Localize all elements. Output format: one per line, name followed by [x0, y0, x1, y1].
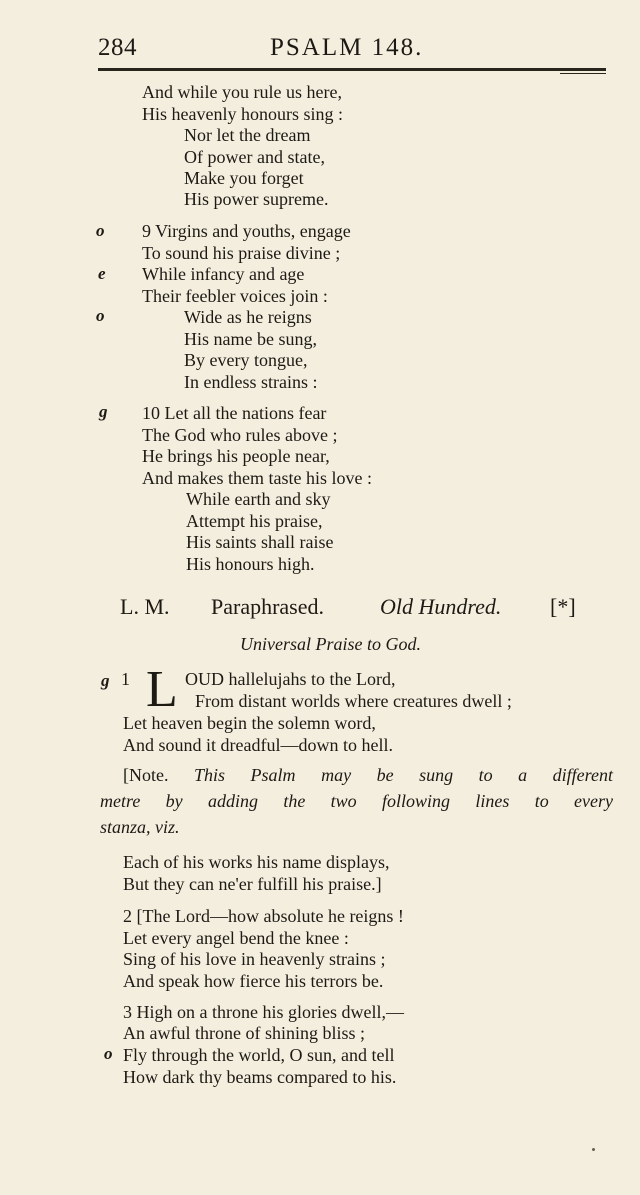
verse-line: Wide as he reigns: [184, 307, 312, 327]
note-line: [100, 816, 590, 838]
verse-line: 2 [The Lord—how absolute he reigns !: [123, 906, 404, 926]
note-line: [100, 790, 613, 812]
note-text: stanza, viz.: [100, 817, 180, 837]
note-line: [123, 764, 613, 786]
verse-line: From distant worlds where creatures dwell ;: [195, 691, 512, 711]
dynamic-mark: g: [99, 402, 108, 421]
verse-line: Sing of his love in heavenly strains ;: [123, 949, 386, 969]
meter-label: L. M.: [120, 594, 170, 619]
stanza-number: 1: [121, 669, 130, 689]
note-label: [Note.: [123, 765, 169, 785]
dynamic-mark: g: [101, 671, 110, 690]
header-rule: [98, 68, 606, 71]
verse-line: How dark thy beams compared to his.: [123, 1067, 397, 1087]
verse-line: In endless strains :: [184, 372, 318, 392]
tune-name: Old Hundred.: [380, 594, 502, 619]
header-rule-thin: [560, 73, 606, 74]
verse-line: His saints shall raise: [186, 532, 334, 552]
dynamic-mark: o: [96, 306, 105, 325]
verse-line: Their feebler voices join :: [142, 286, 328, 306]
verse-line: Attempt his praise,: [186, 511, 323, 531]
note-text: metre by adding the two following lines to every: [100, 791, 613, 811]
verse-line: His name be sung,: [184, 329, 317, 349]
running-title: PSALM 148.: [270, 34, 424, 61]
paraphrase-label: Paraphrased.: [211, 594, 325, 619]
verse-line: 3 High on a throne his glories dwell,—: [123, 1002, 404, 1022]
page-header: [98, 34, 608, 66]
verse-line: While earth and sky: [186, 489, 331, 509]
verse-line: He brings his people near,: [142, 446, 330, 466]
verse-line: His honours high.: [186, 554, 315, 574]
verse-line: And while you rule us here,: [142, 82, 342, 102]
verse-line: And sound it dreadful—down to hell.: [123, 735, 393, 755]
dynamic-mark: o: [104, 1044, 113, 1063]
verse-line: Let every angel bend the knee :: [123, 928, 349, 948]
verse-line: While infancy and age: [142, 264, 305, 284]
verse-line: Fly through the world, O sun, and tell: [123, 1045, 395, 1065]
verse-line: Of power and state,: [184, 147, 325, 167]
dynamic-mark: e: [98, 264, 106, 283]
note-text: This Psalm may be sung to a different: [194, 765, 613, 785]
hymn-subtitle: Universal Praise to God.: [240, 634, 421, 654]
verse-line: Make you forget: [184, 168, 304, 188]
verse-line: 10 Let all the nations fear: [142, 403, 327, 423]
verse-line: His heavenly honours sing :: [142, 104, 343, 124]
verse-line: Let heaven begin the solemn word,: [123, 713, 376, 733]
page-number: 284: [98, 34, 137, 61]
verse-line: To sound his praise divine ;: [142, 243, 341, 263]
drop-cap: L: [146, 661, 178, 718]
verse-line: The God who rules above ;: [142, 425, 338, 445]
star-reference: [*]: [550, 594, 576, 619]
verse-line: By every tongue,: [184, 350, 308, 370]
verse-line: And speak how fierce his terrors be.: [123, 971, 384, 991]
dynamic-mark: o: [96, 221, 105, 240]
verse-line: Nor let the dream: [184, 125, 311, 145]
verse-line: OUD hallelujahs to the Lord,: [185, 669, 396, 689]
verse-line: His power supreme.: [184, 189, 329, 209]
verse-line: But they can ne'er fulfill his praise.]: [123, 874, 382, 894]
verse-line: Each of his works his name displays,: [123, 852, 390, 872]
verse-line: And makes them taste his love :: [142, 468, 372, 488]
ink-speck: [592, 1148, 595, 1151]
verse-line: An awful throne of shining bliss ;: [123, 1023, 365, 1043]
verse-line: 9 Virgins and youths, engage: [142, 221, 351, 241]
